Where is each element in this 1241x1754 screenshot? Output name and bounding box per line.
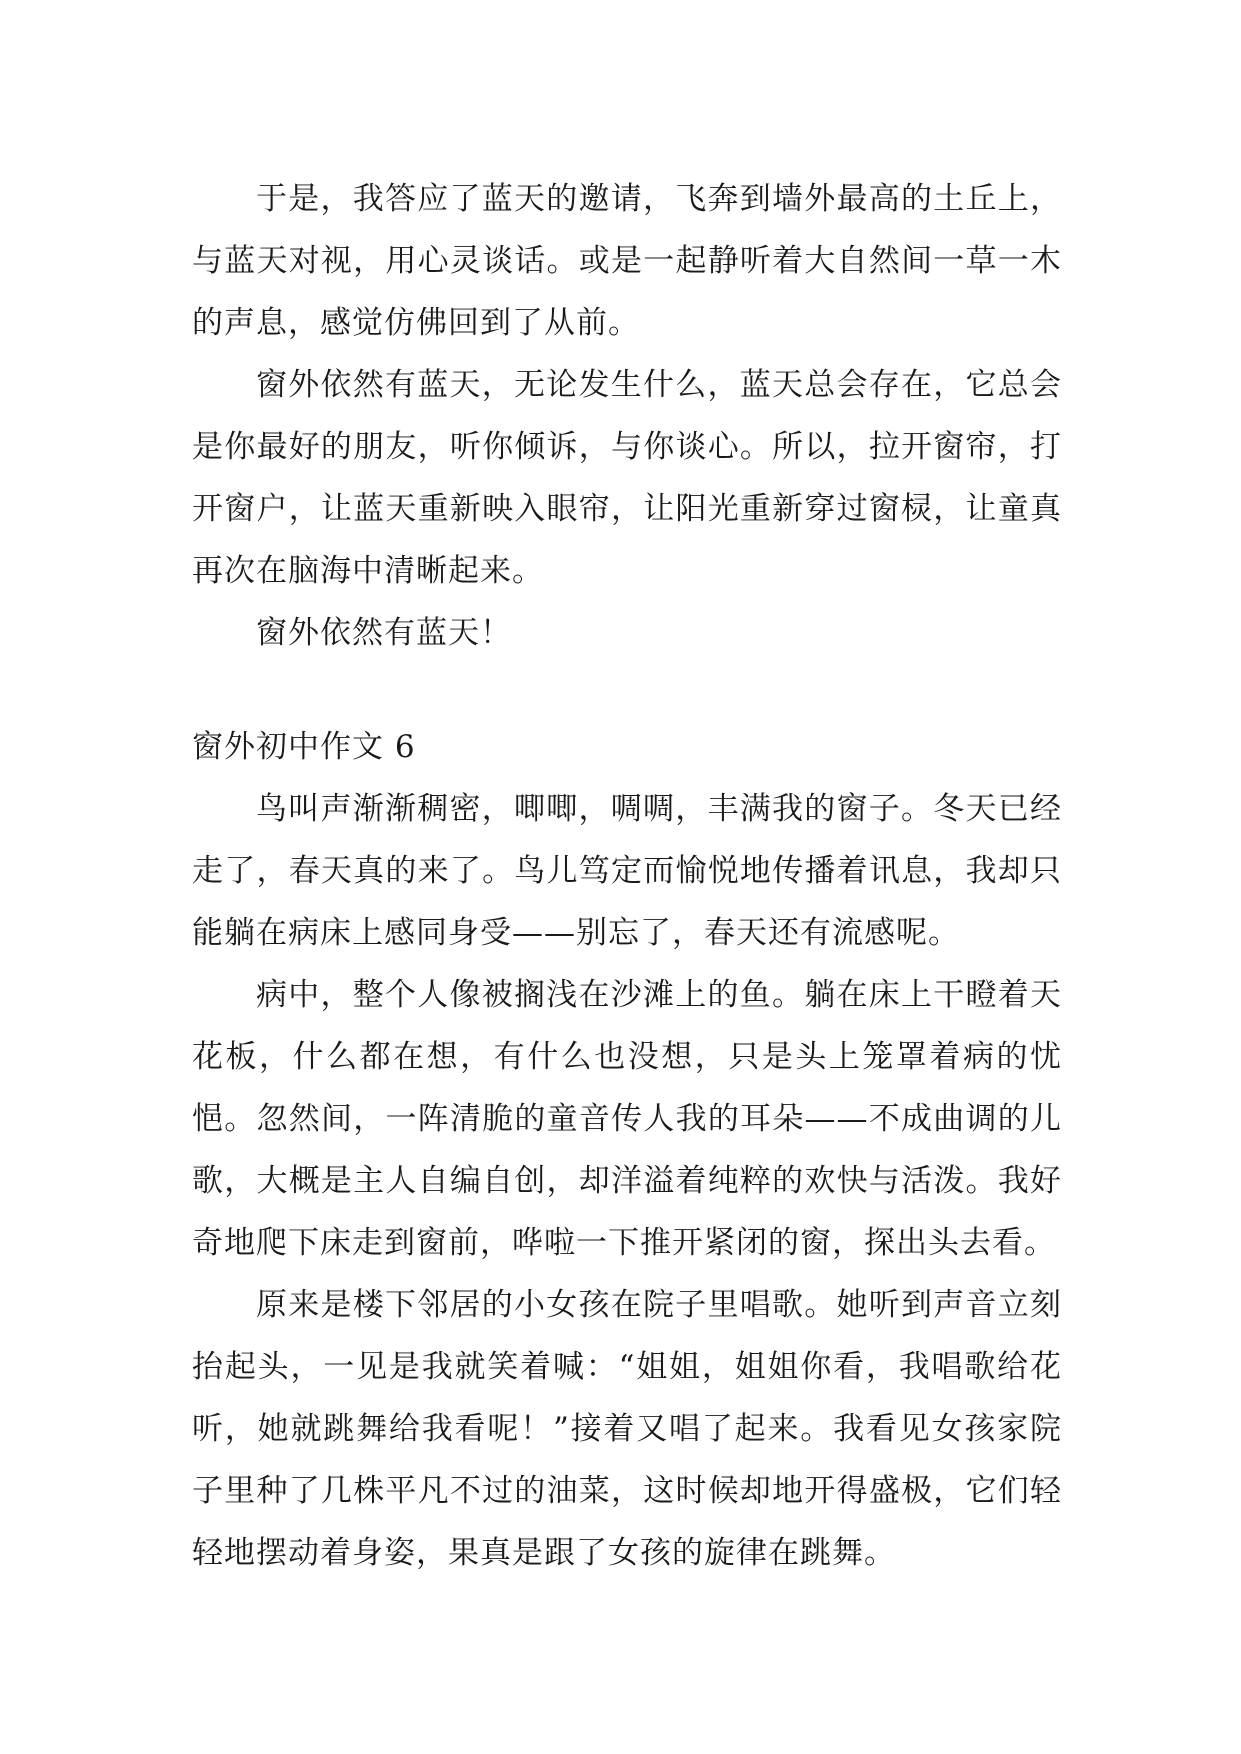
- section-gap: [192, 664, 1062, 716]
- section-title: 窗外初中作文 6: [192, 729, 416, 765]
- paragraph: 鸟叫声渐渐稠密，唧唧，啁啁，丰满我的窗子。冬天已经走了，春天真的来了。鸟儿笃定而愉悦地传播着讯息，我却只能躺在病床上感同身受——别忘了，春天还有流感呢。: [192, 791, 1062, 951]
- paragraph: 于是，我答应了蓝天的邀请，飞奔到墙外最高的土丘上，与蓝天对视，用心灵谈话。或是一起静听着大自然间一草一木的声息，感觉仿佛回到了从前。: [192, 181, 1062, 341]
- document-page: [192, 168, 1062, 1584]
- paragraph: 窗外依然有蓝天！: [256, 615, 512, 651]
- paragraph: 病中，整个人像被搁浅在沙滩上的鱼。躺在床上干瞪着天花板，什么都在想，有什么也没想，只是头上笼罩着病的忧悒。忽然间，一阵清脆的童音传人我的耳朵——不成曲调的儿歌，大概是主人自编自创，却洋溢着纯粹的欢快与活泼。我好奇地爬下床走到窗前，哗啦一下推开紧闭的窗，探出头去看。: [192, 977, 1062, 1261]
- paragraph: 原来是楼下邻居的小女孩在院子里唱歌。她听到声音立刻抬起头，一见是我就笑着喊：“姐姐，姐姐你看，我唱歌给花听，她就跳舞给我看呢！”接着又唱了起来。我看见女孩家院子里种了几株平凡不过的油菜，这时候却地开得盛极，它们轻轻地摆动着身姿，果真是跟了女孩的旋律在跳舞。: [192, 1287, 1062, 1571]
- paragraph: 窗外依然有蓝天，无论发生什么，蓝天总会存在，它总会是你最好的朋友，听你倾诉，与你谈心。所以，拉开窗帘，打开窗户，让蓝天重新映入眼帘，让阳光重新穿过窗棂，让童真再次在脑海中清晰起来。: [192, 367, 1062, 589]
